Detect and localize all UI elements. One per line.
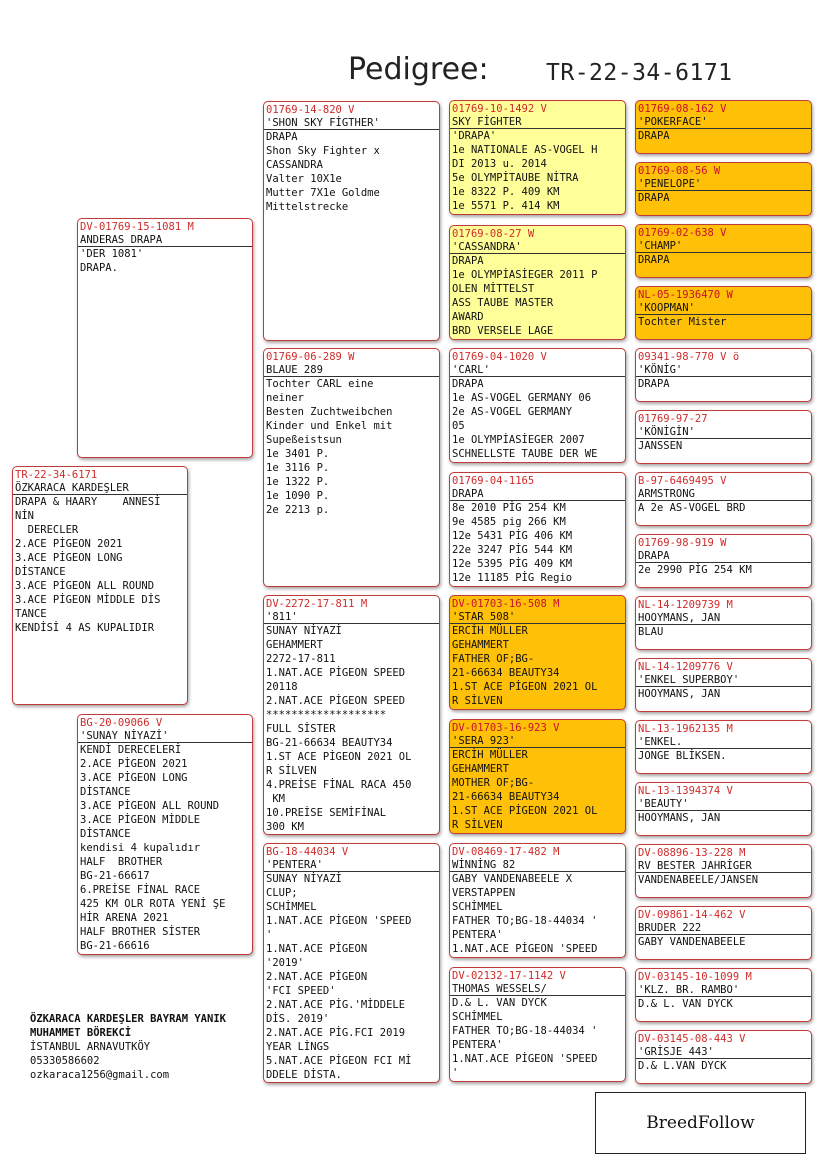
info-line: 300 KM <box>266 821 304 833</box>
bird-name: 'KÖNİG' <box>636 363 811 377</box>
info-line: 1.NAT.ACE PİGEON 'SPEED <box>452 943 598 955</box>
ring-id: DV-09861-14-462 V <box>638 909 746 921</box>
info-line: 2.ACE PİGEON 2021 <box>15 538 123 550</box>
ring-id: 01769-04-1020 V <box>452 351 547 363</box>
info-line: KENDİSİ 4 AS KUPALIDIR <box>15 622 155 634</box>
info-line: 3.ACE PİGEON LONG <box>80 772 188 784</box>
bird-name: 'CASSANDRA' <box>450 240 625 254</box>
info-line: DRAPA <box>638 378 670 390</box>
owner-location: İSTANBUL ARNAVUTKÖY <box>30 1041 151 1053</box>
info-line: 2.NAT.ACE PİG.'MİDDELE <box>266 999 406 1011</box>
info-line: R SİLVEN <box>452 695 503 707</box>
info-line: DI 2013 u. 2014 <box>452 158 547 170</box>
info-line: DRAPA. <box>80 262 118 274</box>
info-line: HALF BROTHER <box>80 856 163 868</box>
info-line: VANDENABEELE/JANSEN <box>638 874 759 886</box>
ring-id: DV-01769-15-1081 M <box>80 221 194 233</box>
info-line: Tochter Mister <box>638 316 727 328</box>
info-line: 3.ACE PİGEON MİDDLE DİS <box>15 594 161 606</box>
info-line: DRAPA <box>266 131 298 143</box>
pedigree-card <box>263 101 440 341</box>
ring-id: DV-08896-13-228 M <box>638 847 746 859</box>
info-line: 12e 5431 PİG 406 KM <box>452 530 573 542</box>
info-line: BRD VERSELE LAGE <box>452 325 554 337</box>
bird-name: ARMSTRONG <box>636 487 811 501</box>
ring-id: TR-22-34-6171 <box>15 469 98 481</box>
info-line: 1e 8322 P. 409 KM <box>452 186 560 198</box>
info-line: DİSTANCE <box>80 828 131 840</box>
info-line: VERSTAPPEN <box>452 887 516 899</box>
info-line: 'DER 1081' <box>80 248 144 260</box>
pedigree-card <box>635 100 812 154</box>
pedigree-card <box>449 472 626 587</box>
info-line: SCHNELLSTE TAUBE DER WE <box>452 448 598 460</box>
ring-id: DV-01703-16-508 M <box>452 598 560 610</box>
bird-name: 'ENKEL SUPERBOY' <box>636 673 811 687</box>
ring-id: DV-03145-10-1099 M <box>638 971 752 983</box>
ring-id: 01769-04-1165 <box>452 475 535 487</box>
bird-name: 'KOOPMAN' <box>636 301 811 315</box>
pedigree-card <box>449 719 626 834</box>
info-line: 1.ST ACE PİGEON 2021 OL <box>452 681 598 693</box>
info-line: 12e 5395 PİG 409 KM <box>452 558 573 570</box>
info-line: 2.NAT.ACE PİGEON <box>266 971 368 983</box>
info-line: GABY VANDENABEELE <box>638 936 746 948</box>
info-line: FATHER OF;BG- <box>452 653 535 665</box>
owner-info <box>30 1012 226 1082</box>
info-line: 4.PREİSE FİNAL RACA 450 <box>266 779 412 791</box>
ring-id: DV-02132-17-1142 V <box>452 970 566 982</box>
bird-name: 'SUNAY NİYAZİ' <box>78 729 252 743</box>
info-line: 21-66634 BEAUTY34 <box>452 667 560 679</box>
bird-name: 'BEAUTY' <box>636 797 811 811</box>
info-line: 'DRAPA' <box>452 130 497 142</box>
info-line: 1e OLYMPİASİEGER 2011 P <box>452 269 598 281</box>
info-line: FATHER TO;BG-18-44034 ' <box>452 1025 598 1037</box>
info-line: 2e 2213 p. <box>266 504 330 516</box>
info-line: Valter 10X1e <box>266 173 342 185</box>
info-line: kendisi 4 kupalıdır <box>80 842 201 854</box>
info-line: OLEN MİTTELST <box>452 283 535 295</box>
bird-name: 'SERA 923' <box>450 734 625 748</box>
pedigree-card <box>635 844 812 898</box>
bird-name: 'POKERFACE' <box>636 115 811 129</box>
ring-id: 01769-08-162 V <box>638 103 727 115</box>
info-line: 1e 3116 P. <box>266 462 330 474</box>
info-line: DRAPA <box>452 255 484 267</box>
bird-name: ÖZKARACA KARDEŞLER <box>13 481 187 495</box>
info-line: Mutter 7X1e Goldme <box>266 187 380 199</box>
info-line: GEHAMMERT <box>452 763 509 775</box>
pedigree-card <box>635 224 812 278</box>
owner-names-2: MUHAMMET BÖREKCİ <box>30 1027 132 1039</box>
info-line: BG-21-66634 BEAUTY34 <box>266 737 393 749</box>
ring-id: DV-01703-16-923 V <box>452 722 560 734</box>
info-line: R SİLVEN <box>452 819 503 831</box>
pedigree-card <box>635 658 812 712</box>
pedigree-card <box>635 720 812 774</box>
info-line: FATHER TO;BG-18-44034 ' <box>452 915 598 927</box>
ring-id: B-97-6469495 V <box>638 475 727 487</box>
info-line: 1e 1322 P. <box>266 476 330 488</box>
info-line: DİSTANCE <box>80 786 131 798</box>
info-line: 10.PREİSE SEMİFİNAL <box>266 807 387 819</box>
info-line: 05 <box>452 420 465 432</box>
ring-id: NL-13-1394374 V <box>638 785 733 797</box>
subject-card <box>12 466 188 705</box>
info-line: 1e AS-VOGEL GERMANY 06 <box>452 392 592 404</box>
pedigree-card <box>635 596 812 650</box>
info-line: neiner <box>266 392 304 404</box>
info-line: 1e 5571 P. 414 KM <box>452 200 560 212</box>
info-line: 1.ST ACE PİGEON 2021 OL <box>452 805 598 817</box>
ring-id: NL-05-1936470 W <box>638 289 733 301</box>
info-line: HOOYMANS, JAN <box>638 688 721 700</box>
info-line: 6.PREİSE FİNAL RACE <box>80 884 201 896</box>
ring-number: TR-22-34-6171 <box>546 60 733 86</box>
info-line: HALF BROTHER SİSTER <box>80 926 201 938</box>
info-line: HİR ARENA 2021 <box>80 912 169 924</box>
bird-name: '811' <box>264 610 439 624</box>
info-line: D.& L.VAN DYCK <box>638 1060 727 1072</box>
pedigree-card <box>449 100 626 215</box>
info-line: 1e OLYMPİASİEGER 2007 <box>452 434 585 446</box>
ring-id: BG-20-09066 V <box>80 717 163 729</box>
info-line: NİN <box>15 510 34 522</box>
pedigree-card <box>263 843 440 1083</box>
info-line: A 2e AS-VOGEL BRD <box>638 502 746 514</box>
info-line: ERCİH MÜLLER <box>452 749 528 761</box>
info-line: 3.ACE PİGEON LONG <box>15 552 123 564</box>
info-line: ASS TAUBE MASTER <box>452 297 554 309</box>
info-line: FULL SİSTER <box>266 723 336 735</box>
info-line: CLUP; <box>266 887 298 899</box>
info-line: DERECLER <box>15 524 79 536</box>
ring-id: 01769-14-820 V <box>266 104 355 116</box>
bird-name: 'STAR 508' <box>450 610 625 624</box>
pedigree-card <box>449 225 626 340</box>
ring-id: NL-14-1209776 V <box>638 661 733 673</box>
ring-id: 01769-08-56 W <box>638 165 721 177</box>
info-line: BG-21-66617 <box>80 870 150 882</box>
pedigree-card <box>635 782 812 836</box>
page-title: Pedigree: <box>348 52 489 87</box>
ring-id: 09341-98-770 V ö <box>638 351 740 363</box>
bird-name: 'ENKEL. <box>636 735 811 749</box>
info-line: 2e 2990 PİG 254 KM <box>638 564 752 576</box>
bird-name: HOOYMANS, JAN <box>636 611 811 625</box>
pedigree-card <box>635 906 812 960</box>
info-line: 1.NAT.ACE PİGEON 'SPEED <box>266 915 412 927</box>
sire-card <box>77 218 253 458</box>
bird-name: 'PENTERA' <box>264 858 439 872</box>
bird-name: DRAPA <box>636 549 811 563</box>
info-line: 2.NAT.ACE PİGEON SPEED <box>266 695 406 707</box>
info-line: AWARD <box>452 311 484 323</box>
brand-logo: BreedFollow <box>595 1092 806 1154</box>
info-line: ' <box>266 929 273 941</box>
info-line: 425 KM OLR ROTA YENİ ŞE <box>80 898 226 910</box>
info-line: 9e 4585 pig 266 KM <box>452 516 566 528</box>
pedigree-card <box>449 843 626 958</box>
info-line: DRAPA <box>452 378 484 390</box>
info-line: DİSTANCE <box>15 566 66 578</box>
info-line: '2019' <box>266 957 304 969</box>
ring-id: 01769-02-638 V <box>638 227 727 239</box>
owner-phone: 05330586602 <box>30 1055 100 1067</box>
ring-id: 01769-10-1492 V <box>452 103 547 115</box>
dam-card <box>77 714 253 955</box>
ring-id: DV-08469-17-482 M <box>452 846 560 858</box>
pedigree-card <box>635 1030 812 1084</box>
info-line: 12e 11185 PİG Regio <box>452 572 573 584</box>
info-line: HOOYMANS, JAN <box>638 812 721 824</box>
info-line: 2.NAT.ACE PİG.FCI 2019 <box>266 1027 406 1039</box>
pedigree-card <box>449 348 626 463</box>
bird-name: SKY FİGHTER <box>450 115 625 129</box>
info-line: 1e 3401 P. <box>266 448 330 460</box>
pedigree-card <box>263 348 440 587</box>
info-line: KM <box>266 793 285 805</box>
ring-id: NL-13-1962135 M <box>638 723 733 735</box>
bird-name: DRAPA <box>450 487 625 501</box>
info-line: 1.NAT.ACE PİGEON <box>266 943 368 955</box>
info-line: SCHİMMEL <box>452 901 503 913</box>
info-line: 1e 1090 P. <box>266 490 330 502</box>
info-line: BG-21-66616 <box>80 940 150 952</box>
bird-name: THOMAS WESSELS/ <box>450 982 625 996</box>
info-line: MOTHER OF;BG- <box>452 777 535 789</box>
info-line: 3.ACE PİGEON MİDDLE <box>80 814 201 826</box>
info-line: DRAPA <box>638 254 670 266</box>
pedigree-card <box>635 472 812 526</box>
owner-email: ozkaraca1256@gmail.com <box>30 1069 170 1081</box>
pedigree-card <box>449 595 626 710</box>
info-line: YEAR LİNGS <box>266 1041 330 1053</box>
bird-name: WİNNİNG 82 <box>450 858 625 872</box>
info-line: D.& L. VAN DYCK <box>638 998 733 1010</box>
info-line: Supeßeistsun <box>266 434 342 446</box>
info-line: 5e OLYMPİTAUBE NİTRA <box>452 172 579 184</box>
bird-name: ANDERAS DRAPA <box>78 233 252 247</box>
bird-name: BLAUE 289 <box>264 363 439 377</box>
info-line: 8e 2010 PİG 254 KM <box>452 502 566 514</box>
info-line: KENDİ DERECELERİ <box>80 744 182 756</box>
info-line: ******************* <box>266 709 387 721</box>
info-line: SUNAY NİYAZİ <box>266 873 342 885</box>
bird-name: 'KÖNİGİN' <box>636 425 811 439</box>
info-line: DİS. 2019' <box>266 1013 330 1025</box>
pedigree-card <box>635 968 812 1022</box>
info-line: TANCE <box>15 608 47 620</box>
ring-id: 01769-98-919 W <box>638 537 727 549</box>
ring-id: 01769-06-289 W <box>266 351 355 363</box>
info-line: GEHAMMERT <box>266 639 323 651</box>
pedigree-card <box>635 162 812 216</box>
info-line: GABY VANDENABEELE X <box>452 873 573 885</box>
pedigree-card <box>263 595 440 835</box>
info-line: GEHAMMERT <box>452 639 509 651</box>
ring-id: 01769-08-27 W <box>452 228 535 240</box>
ring-id: DV-03145-08-443 V <box>638 1033 746 1045</box>
info-line: 22e 3247 PİG 544 KM <box>452 544 573 556</box>
info-line: Tochter CARL eine <box>266 378 374 390</box>
info-line: ERCİH MÜLLER <box>452 625 528 637</box>
info-line: 1.NAT.ACE PİGEON 'SPEED <box>452 1053 598 1065</box>
ring-id: 01769-97-27 <box>638 413 708 425</box>
info-line: 2272-17-811 <box>266 653 336 665</box>
info-line: 3.ACE PİGEON ALL ROUND <box>80 800 220 812</box>
bird-name: 'PENELOPE' <box>636 177 811 191</box>
info-line: 'FCI SPEED' <box>266 985 336 997</box>
ring-id: BG-18-44034 V <box>266 846 349 858</box>
info-line: CASSANDRA <box>266 159 323 171</box>
pedigree-card <box>635 410 812 464</box>
info-line: DRAPA <box>638 130 670 142</box>
info-line: JONGE BLİKSEN. <box>638 750 727 762</box>
pedigree-card <box>449 967 626 1082</box>
ring-id: NL-14-1209739 M <box>638 599 733 611</box>
bird-name: 'KLZ. BR. RAMBO' <box>636 983 811 997</box>
info-line: 5.NAT.ACE PİGEON FCI Mİ <box>266 1055 412 1067</box>
info-line: JANSSEN <box>638 440 683 452</box>
bird-name: RV BESTER JAHRİGER <box>636 859 811 873</box>
info-line: Kinder und Enkel mit <box>266 420 393 432</box>
info-line: DDELE DİSTA. <box>266 1069 342 1081</box>
info-line: D.& L. VAN DYCK <box>452 997 547 1009</box>
ring-id: DV-2272-17-811 M <box>266 598 368 610</box>
pedigree-card <box>635 286 812 340</box>
info-line: DRAPA <box>638 192 670 204</box>
bird-name: 'CHAMP' <box>636 239 811 253</box>
bird-name: 'SHON SKY FİGTHER' <box>264 116 439 130</box>
bird-name: 'CARL' <box>450 363 625 377</box>
info-line: ' <box>452 1067 459 1079</box>
info-line: 1.ST ACE PİGEON 2021 OL <box>266 751 412 763</box>
bird-name: 'GRİSJE 443' <box>636 1045 811 1059</box>
pedigree-card <box>635 348 812 402</box>
info-line: 1e NATIONALE AS-VOGEL H <box>452 144 598 156</box>
info-line: Besten Zuchtweibchen <box>266 406 393 418</box>
info-line: DRAPA & HAARY ANNESİ <box>15 496 161 508</box>
info-line: PENTERA' <box>452 929 503 941</box>
info-line: 20118 <box>266 681 298 693</box>
info-line: 3.ACE PİGEON ALL ROUND <box>15 580 155 592</box>
info-line: Shon Sky Fighter x <box>266 145 380 157</box>
info-line: SCHİMMEL <box>452 1011 503 1023</box>
bird-name: BRUDER 222 <box>636 921 811 935</box>
info-line: BLAU <box>638 626 664 638</box>
info-line: 2e AS-VOGEL GERMANY <box>452 406 573 418</box>
info-line: 1.NAT.ACE PİGEON SPEED <box>266 667 406 679</box>
pedigree-card <box>635 534 812 588</box>
info-line: 21-66634 BEAUTY34 <box>452 791 560 803</box>
info-line: PENTERA' <box>452 1039 503 1051</box>
info-line: Mittelstrecke <box>266 201 349 213</box>
owner-names: ÖZKARACA KARDEŞLER BAYRAM YANIK <box>30 1013 226 1025</box>
info-line: R SİLVEN <box>266 765 317 777</box>
info-line: SCHİMMEL <box>266 901 317 913</box>
info-line: 2.ACE PİGEON 2021 <box>80 758 188 770</box>
info-line: SUNAY NİYAZİ <box>266 625 342 637</box>
